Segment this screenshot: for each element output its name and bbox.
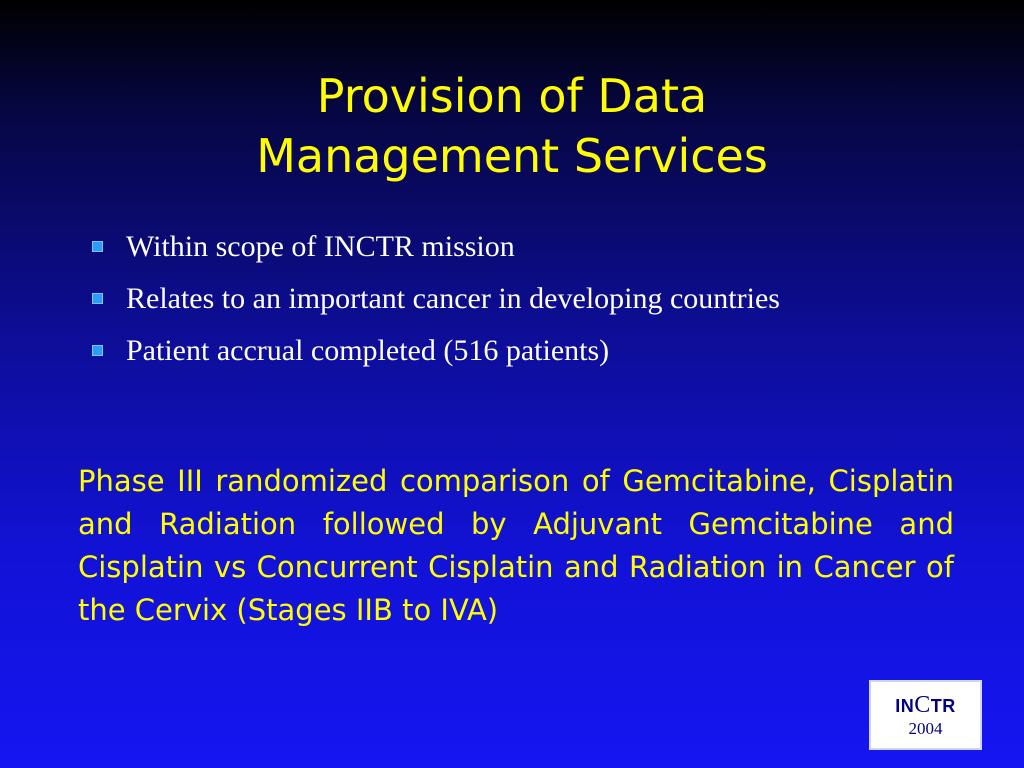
logo-name-part-1: IN — [895, 696, 915, 716]
logo-name-part-2: C — [914, 692, 931, 718]
bullet-item — [88, 226, 888, 268]
logo-name — [871, 694, 980, 717]
logo-year: 2004 — [908, 719, 943, 738]
slide-title — [0, 66, 1024, 186]
square-bullet-icon — [92, 345, 103, 356]
study-description: Phase III randomized comparison of Gemcitabine, Cisplatin and Radiation followed by Adjuvant Gemcitabine and Cisplatin vs Concurrent Cisplatin and Radiation in Cancer of the Cervix (Stages IIB to IVA) — [78, 464, 954, 627]
slide-title-line-2: Management Services — [256, 129, 768, 183]
bullet-text: Within scope of INCTR mission — [126, 230, 515, 263]
slide-title-line-1: Provision of Data — [316, 69, 708, 123]
logo-name-part-3: TR — [930, 696, 956, 716]
square-bullet-icon — [92, 293, 103, 304]
bullet-text: Patient accrual completed (516 patients) — [126, 334, 610, 367]
bullet-text: Relates to an important cancer in developing countries — [126, 282, 780, 315]
inctr-logo — [869, 680, 982, 750]
bullet-list — [88, 226, 888, 382]
bullet-item — [88, 278, 846, 320]
square-bullet-icon — [92, 241, 103, 252]
bullet-item — [88, 330, 888, 372]
